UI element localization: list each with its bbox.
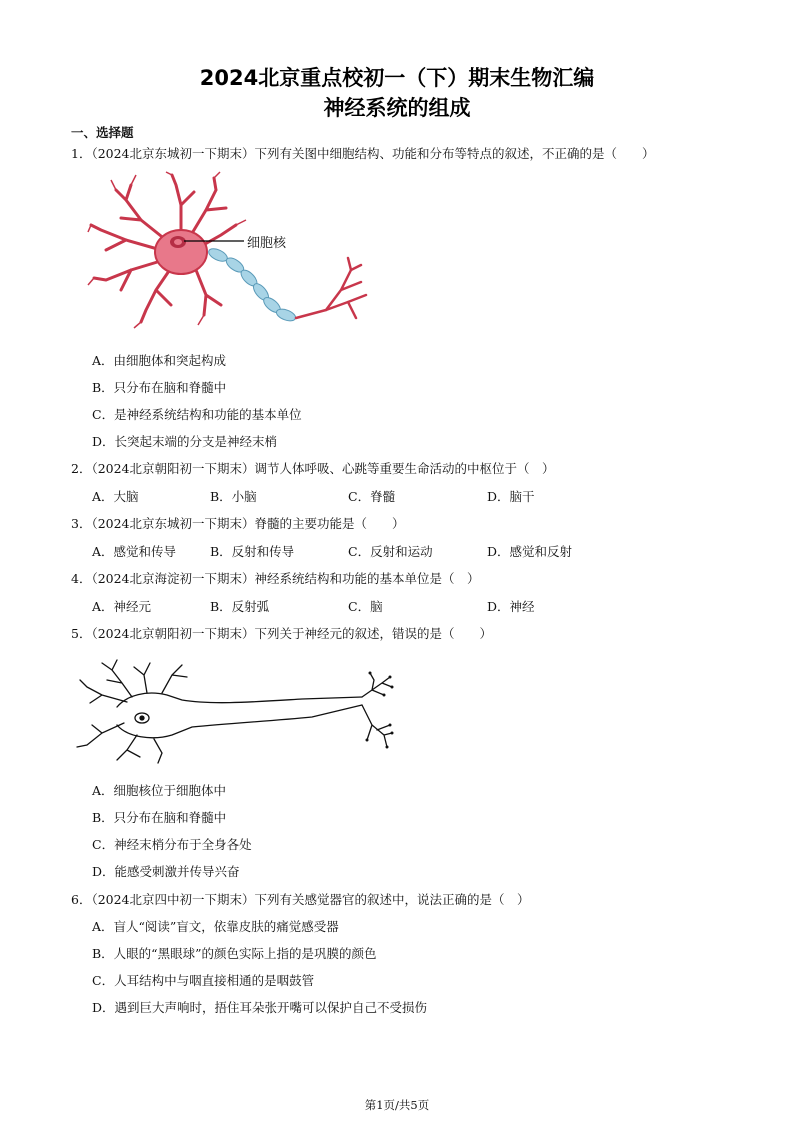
neuron-diagram-outline xyxy=(72,655,397,767)
q2-option-a[interactable]: A．大脑 xyxy=(92,489,139,504)
neuron-diagram-colored xyxy=(86,170,376,335)
q2-option-d[interactable]: D．脑干 xyxy=(487,489,535,504)
section-heading: 一、选择题 xyxy=(71,125,134,140)
question-1-stem: 1．（2024北京东城初一下期末）下列有关图中细胞结构、功能和分布等特点的叙述，不正确的是（ ） xyxy=(71,146,655,161)
q5-option-b[interactable]: B．只分布在脑和脊髓中 xyxy=(92,810,227,825)
q6-option-b[interactable]: B．人眼的“黑眼球”的颜色实际上指的是巩膜的颜色 xyxy=(92,946,377,961)
page-number: 第1页/共5页 xyxy=(364,1098,430,1112)
q6-option-c[interactable]: C．人耳结构中与咽直接相通的是咽鼓管 xyxy=(92,973,315,988)
q5-option-c[interactable]: C．神经末梢分布于全身各处 xyxy=(92,837,252,852)
question-6-stem: 6．（2024北京四中初一下期末）下列有关感觉器官的叙述中，说法正确的是（ ） xyxy=(71,892,530,907)
q4-option-d[interactable]: D．神经 xyxy=(487,599,535,614)
q1-option-b[interactable]: B．只分布在脑和脊髓中 xyxy=(92,380,227,395)
q3-option-b[interactable]: B．反射和传导 xyxy=(210,544,295,559)
cell-nucleus-label: 细胞核 xyxy=(247,236,287,251)
q2-option-b[interactable]: B．小脑 xyxy=(210,489,257,504)
q3-option-c[interactable]: C．反射和运动 xyxy=(348,544,433,559)
q5-option-d[interactable]: D．能感受刺激并传导兴奋 xyxy=(92,864,240,879)
q4-option-c[interactable]: C．脑 xyxy=(348,599,383,614)
q6-option-d[interactable]: D．遇到巨大声响时，捂住耳朵张开嘴可以保护自己不受损伤 xyxy=(92,1000,428,1015)
q1-option-d[interactable]: D．长突起末端的分支是神经末梢 xyxy=(92,434,278,449)
question-5-stem: 5．（2024北京朝阳初一下期末）下列关于神经元的叙述，错误的是（ ） xyxy=(71,626,493,641)
question-4-stem: 4．（2024北京海淀初一下期末）神经系统结构和功能的基本单位是（ ） xyxy=(71,571,480,586)
q3-option-a[interactable]: A．感觉和传导 xyxy=(92,544,177,559)
question-3-stem: 3．（2024北京东城初一下期末）脊髓的主要功能是（ ） xyxy=(71,516,405,531)
page-title: 2024北京重点校初一（下）期末生物汇编 xyxy=(199,66,595,90)
q2-option-c[interactable]: C．脊髓 xyxy=(348,489,396,504)
q5-option-a[interactable]: A．细胞核位于细胞体中 xyxy=(92,783,227,798)
question-2-stem: 2．（2024北京朝阳初一下期末）调节人体呼吸、心跳等重要生命活动的中枢位于（ ） xyxy=(71,461,555,476)
page-subtitle: 神经系统的组成 xyxy=(323,96,471,120)
q1-option-c[interactable]: C．是神经系统结构和功能的基本单位 xyxy=(92,407,302,422)
q3-option-d[interactable]: D．感觉和反射 xyxy=(487,544,573,559)
q6-option-a[interactable]: A．盲人“阅读”盲文，依靠皮肤的痛觉感受器 xyxy=(92,919,339,934)
q4-option-a[interactable]: A．神经元 xyxy=(92,599,152,614)
q4-option-b[interactable]: B．反射弧 xyxy=(210,599,270,614)
q1-option-a[interactable]: A．由细胞体和突起构成 xyxy=(92,353,227,368)
